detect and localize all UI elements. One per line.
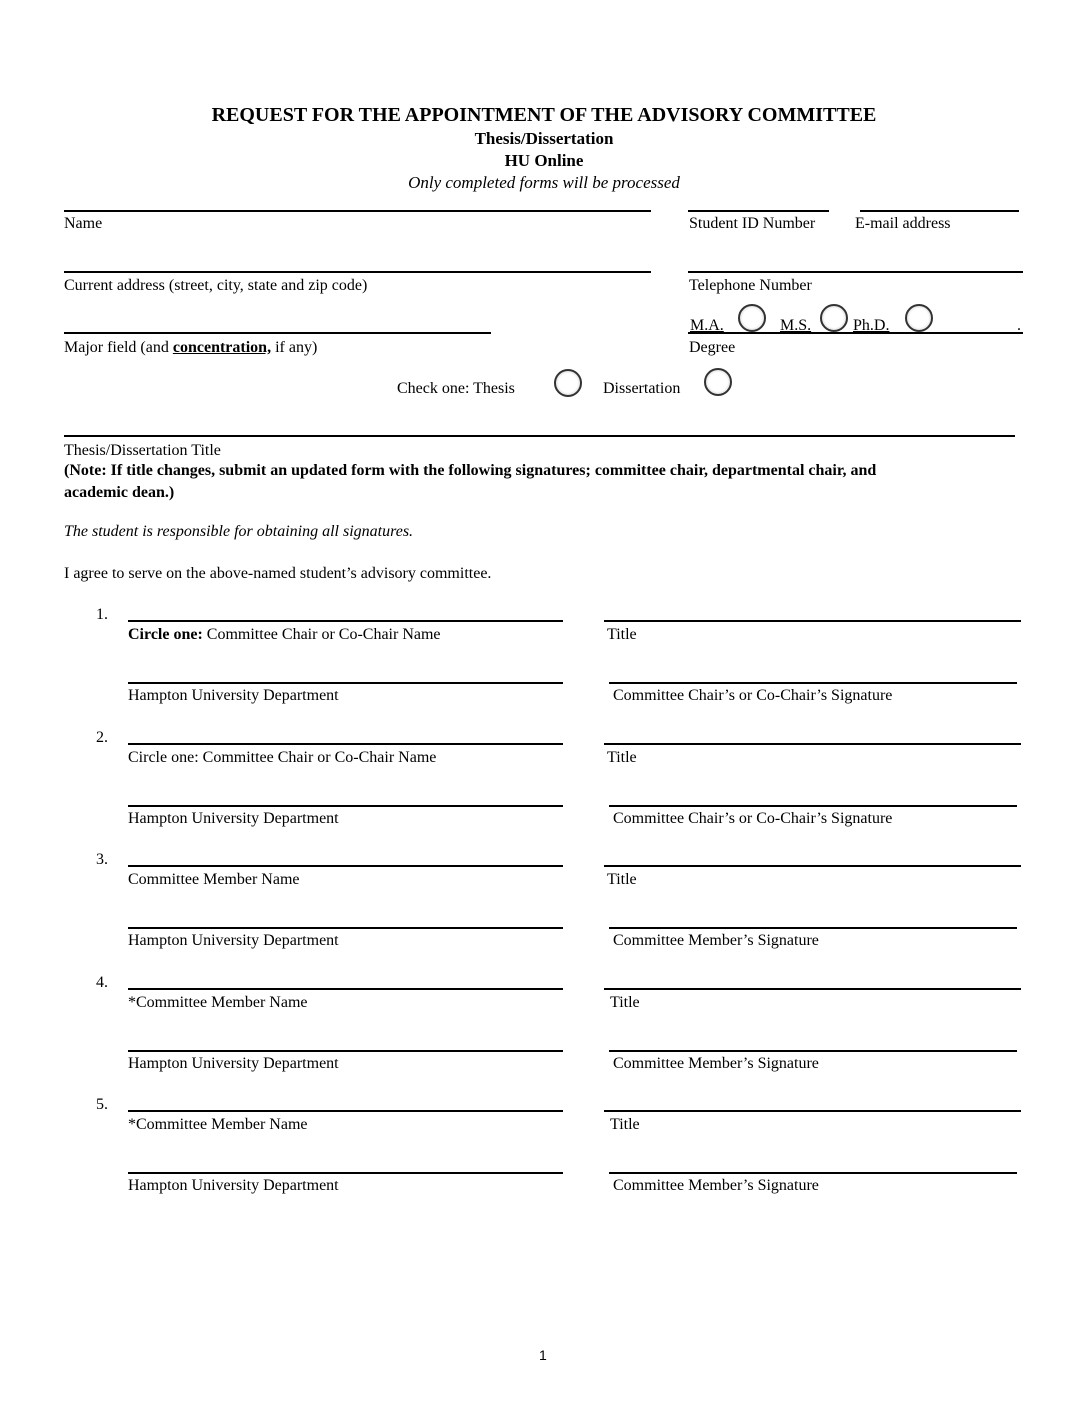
degree-option-ma-label: M.A. [690,317,724,334]
telephone-line [688,271,1023,273]
committee-title-input[interactable] [604,1088,1020,1110]
committee-name-label: *Committee Member Name [128,993,308,1011]
committee-signature-label: Committee Member’s Signature [613,932,819,949]
committee-name-label: Circle one: Committee Chair or Co-Chair Name [128,626,441,643]
major-line [64,332,491,334]
committee-department-label: Hampton University Department [128,932,339,949]
committee-department-label: Hampton University Department [128,1177,339,1194]
thesis-title-line [64,435,1015,437]
form-notice: Only completed forms will be processed [408,173,680,192]
student-id-label: Student ID Number [689,215,816,232]
committee-number: 1. [96,606,108,623]
address-label: Current address (street, city, state and zip code) [64,277,368,294]
responsibility-note: The student is responsible for obtaining all signatures. [64,523,414,540]
degree-option-ms-label: M.S. [780,317,812,334]
committee-name-input[interactable] [128,598,562,620]
committee-signature-line [609,1050,1017,1052]
name-input[interactable] [64,188,650,210]
committee-title-label: Title [607,871,637,888]
committee-signature-field[interactable] [609,1024,1017,1048]
student-id-line [688,210,829,212]
form-title: REQUEST FOR THE APPOINTMENT OF THE ADVISORY COMMITTEE [211,104,877,126]
committee-name-label: *Committee Member Name [128,1116,308,1133]
committee-name-input[interactable] [128,966,562,988]
check-one-thesis-label: Check one: Thesis [397,380,515,397]
dissertation-label: Dissertation [603,380,681,397]
telephone-input[interactable] [688,249,1022,271]
title-change-note-line2: academic dean.) [64,484,175,501]
title-change-note-line1: (Note: If title changes, submit an updated form with the following signatures; committee chair, departmental chair, and [64,462,877,479]
committee-department-input[interactable] [128,783,562,805]
thesis-radio[interactable] [554,369,582,397]
committee-title-line [604,865,1021,867]
degree-ma-radio[interactable] [738,304,766,332]
committee-signature-label: Committee Chair’s or Co-Chair’s Signature [613,809,893,827]
form-subtitle: Thesis/Dissertation [474,129,614,148]
committee-title-line [604,743,1021,745]
committee-title-input[interactable] [604,721,1020,743]
name-label: Name [64,215,103,232]
committee-title-label: Title [610,1116,640,1133]
committee-department-input[interactable] [128,1150,562,1172]
page-number: 1 [539,1347,547,1363]
degree-option-phd-label: Ph.D. [853,317,890,334]
committee-department-line [128,682,563,684]
student-id-input[interactable] [688,188,828,210]
committee-department-label: Hampton University Department [128,687,339,704]
committee-name-line [128,988,563,990]
committee-signature-line [609,1172,1017,1174]
committee-signature-label: Committee Chair’s or Co-Chair’s Signature [613,687,893,704]
committee-department-line [128,1172,563,1174]
major-input[interactable] [64,310,490,332]
committee-department-line [128,1050,563,1052]
committee-signature-label: Committee Member’s Signature [613,1177,819,1194]
committee-name-line [128,1110,563,1112]
committee-title-input[interactable] [604,843,1020,865]
committee-signature-field[interactable] [609,779,1017,803]
thesis-title-label: Thesis/Dissertation Title [64,442,221,459]
committee-number: 2. [96,728,108,746]
committee-title-input[interactable] [604,966,1020,988]
committee-title-label: Title [607,748,637,766]
degree-trailing-period: . [1017,317,1021,334]
form-program: HU Online [504,151,584,170]
major-label: Major field (and concentration, if any) [64,339,318,356]
committee-number: 5. [96,1096,108,1113]
name-line [64,210,651,212]
committee-name-input[interactable] [128,1088,562,1110]
committee-name-input[interactable] [128,721,562,743]
committee-signature-field[interactable] [609,901,1017,925]
agreement-statement: I agree to serve on the above-named student’s advisory committee. [64,565,492,582]
telephone-label: Telephone Number [689,277,812,294]
address-input[interactable] [64,249,650,271]
committee-signature-label: Committee Member’s Signature [613,1054,819,1072]
email-line [860,210,1019,212]
degree-label: Degree [689,339,736,356]
email-input[interactable] [860,188,1018,210]
committee-title-line [604,988,1021,990]
committee-title-label: Title [610,993,640,1011]
thesis-title-input[interactable] [64,413,1014,435]
degree-phd-radio[interactable] [905,304,933,332]
committee-department-input[interactable] [128,660,562,682]
committee-signature-field[interactable] [609,1146,1017,1170]
address-line [64,271,651,273]
committee-department-label: Hampton University Department [128,809,339,827]
committee-title-label: Title [607,626,637,643]
committee-title-line [604,1110,1021,1112]
committee-name-label: Circle one: Committee Chair or Co-Chair Name [128,748,437,766]
committee-signature-field[interactable] [609,656,1017,680]
committee-title-input[interactable] [604,598,1020,620]
committee-title-line [604,620,1021,622]
committee-number: 3. [96,851,108,868]
committee-signature-line [609,805,1017,807]
degree-ms-radio[interactable] [820,304,848,332]
concentration-text: concentration, [172,339,272,356]
committee-name-line [128,865,563,867]
committee-department-label: Hampton University Department [128,1054,339,1072]
committee-name-line [128,620,563,622]
email-label: E-mail address [855,215,951,232]
committee-number: 4. [96,973,108,991]
committee-department-line [128,805,563,807]
committee-name-label: Committee Member Name [128,871,300,888]
committee-department-input[interactable] [128,905,562,927]
dissertation-radio[interactable] [704,368,732,396]
committee-name-input[interactable] [128,843,562,865]
committee-signature-line [609,682,1017,684]
committee-signature-line [609,927,1017,929]
committee-name-line [128,743,563,745]
committee-department-input[interactable] [128,1028,562,1050]
committee-department-line [128,927,563,929]
